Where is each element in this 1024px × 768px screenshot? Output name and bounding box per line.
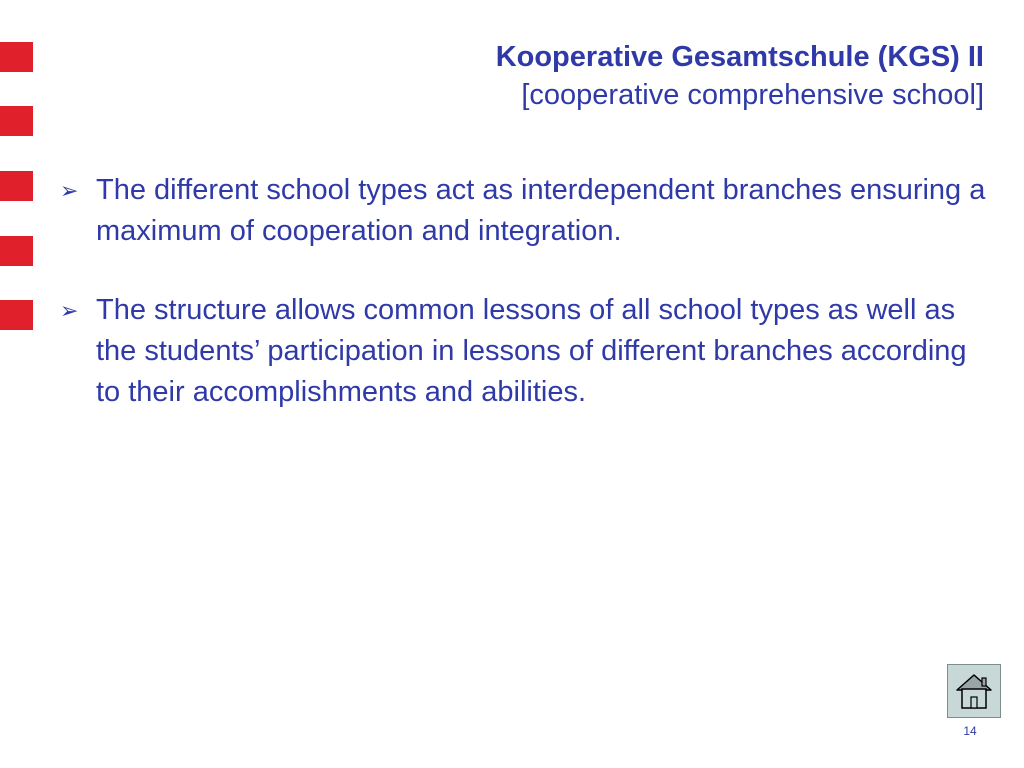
red-decor-square-5 xyxy=(0,300,33,330)
home-button[interactable] xyxy=(947,664,1001,718)
red-decor-square-4 xyxy=(0,236,33,266)
red-decor-square-3 xyxy=(0,171,33,201)
slide-title: Kooperative Gesamtschule (KGS) II xyxy=(495,41,984,73)
home-icon xyxy=(953,670,995,712)
bullet-list xyxy=(60,170,990,451)
slide-title-block xyxy=(496,38,984,114)
arrow-bullet-icon: ➢ xyxy=(60,298,79,323)
bullet-text: The structure allows common lessons of all school types as well as the students’ participation in lessons of different branches according to their accomplishments and abilities. xyxy=(96,294,967,408)
bullet-item xyxy=(60,290,990,413)
bullet-text: The different school types act as interdependent branches ensuring a maximum of cooperation and integration. xyxy=(96,174,986,247)
page-number: 14 xyxy=(963,724,977,738)
slide-subtitle: [cooperative comprehensive school] xyxy=(521,79,984,111)
red-decor-square-2 xyxy=(0,106,33,136)
bullet-item xyxy=(60,170,990,252)
arrow-bullet-icon: ➢ xyxy=(60,178,79,203)
red-decor-square-1 xyxy=(0,42,33,72)
